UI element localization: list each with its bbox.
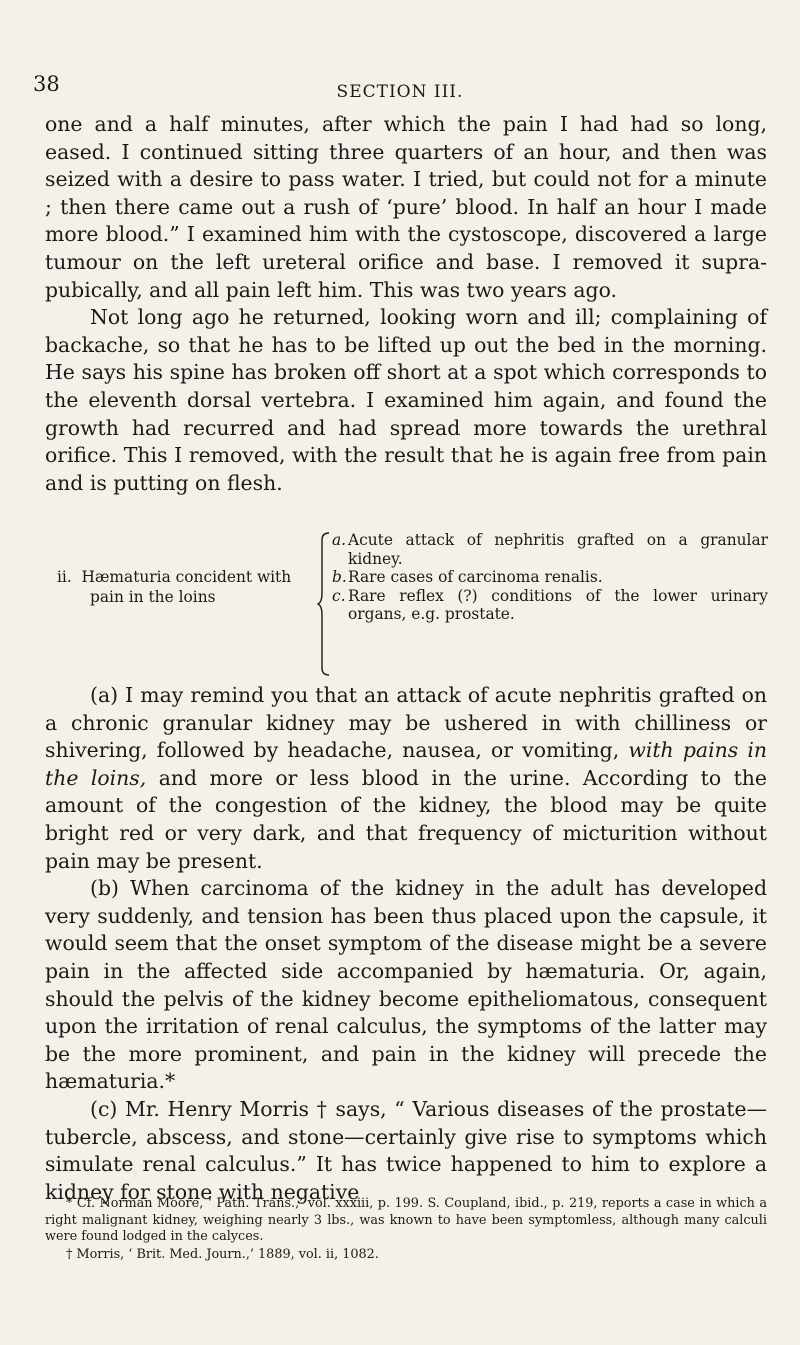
footnotes: [45, 1196, 767, 1263]
intro-paragraph-2: Not long ago he returned, looking worn and ill; complaining of backache, so that he has to be lifted up out the bed in the morning. He says his spine has broken off short at a spot which corresponds to the eleventh dorsal vertebra. I examined him again, and found the growth had recurred and had spread more towards the urethral orifice. This I removed, with the result that he is again free from pain and is putting on flesh.: [45, 305, 767, 495]
curly-brace: [317, 531, 331, 677]
classification-label-line1: Hæmaturia concident with: [81, 568, 292, 586]
section-header: SECTION III.: [336, 82, 464, 102]
body-text: [45, 682, 767, 1206]
classification-label: [57, 567, 320, 607]
intro-text: [45, 111, 767, 497]
paragraph-a: (a) I may remind you that an attack of acute nephritis grafted on a chronic granular kidney may be ushered in with chilliness or shivering, followed by headache, nausea, or vomiting, with pains in the loins, and more or less blood in the urine. According to the amount of the congestion of the kidney, the blood may be quite bright red or very dark, and that frequency of micturition without pain may be present.: [45, 683, 768, 873]
paragraph-a-label: (a): [90, 683, 119, 707]
classification-item-c: [332, 587, 768, 624]
classification-label-line2: pain in the loins: [90, 588, 216, 606]
paragraph-b: (b) When carcinoma of the kidney in the adult has developed very suddenly, and tension has been thus placed upon the capsule, it would seem that the onset symptom of the disease might be a severe pain in the affected side accompanied by hæmaturia. Or, again, should the pelvis of the kidney become epitheliomatous, consequent upon the irritation of renal calculus, the symptoms of the latter may be the more prominent, and pain in the kidney will precede the hæmaturia.*: [45, 876, 767, 1094]
footnote-1: * Cf. Norman Moore, ‘ Path. Trans.,’ vol. xxxiii, p. 199. S. Coupland, ibid., p. 219, reports a case in which a right malignant kidney, weighing nearly 3 lbs., was known to have been symptomless, although many calculi were found lodged in the calyces.: [45, 1196, 767, 1244]
classification-item-a: [332, 531, 768, 568]
paragraph-c: (c) Mr. Henry Morris † says, “ Various diseases of the prostate—tubercle, abscess, and stone—certainly give rise to symptoms which simulate renal calculus.” It has twice happened to him to explore a kidney for stone with negative: [45, 1096, 767, 1204]
classification-numeral: ii.: [57, 568, 72, 586]
classification-item-b: [332, 568, 768, 587]
classification-items: [332, 531, 768, 624]
paragraph-b-label: (b): [90, 876, 119, 901]
intro-paragraph-1: one and a half minutes, after which the pain I had had so long, eased. I continued sitting three quarters of an hour, and then was seized with a desire to pass water. I tried, but could not for a minute ; then there came out a rush of ‘pure’ blood. In half an hour I made more blood.” I examined him with the cystoscope, discovered a large tumour on the left ureteral orifice and base. I removed it supra-pubically, and all pain left him. This was two years ago.: [45, 112, 767, 302]
item-text: Rare cases of carcinoma renalis.: [348, 568, 603, 587]
item-letter: c.: [332, 586, 346, 605]
classification-table: [45, 531, 767, 677]
paragraph-c-label: (c): [90, 1096, 118, 1121]
item-letter: b.: [332, 568, 347, 587]
emphasis-pains-loins: with pains in the loins,: [45, 738, 767, 790]
page-number: 38: [33, 72, 60, 96]
item-letter: a.: [332, 531, 347, 549]
footnote-2: † Morris, ‘ Brit. Med. Journ.,’ 1889, vol. ii, 1082.: [66, 1246, 379, 1262]
item-text: Acute attack of nephritis grafted on a granular kidney.: [348, 531, 768, 568]
item-text: Rare reflex (?) conditions of the lower urinary organs, e.g. prostate.: [348, 586, 768, 624]
